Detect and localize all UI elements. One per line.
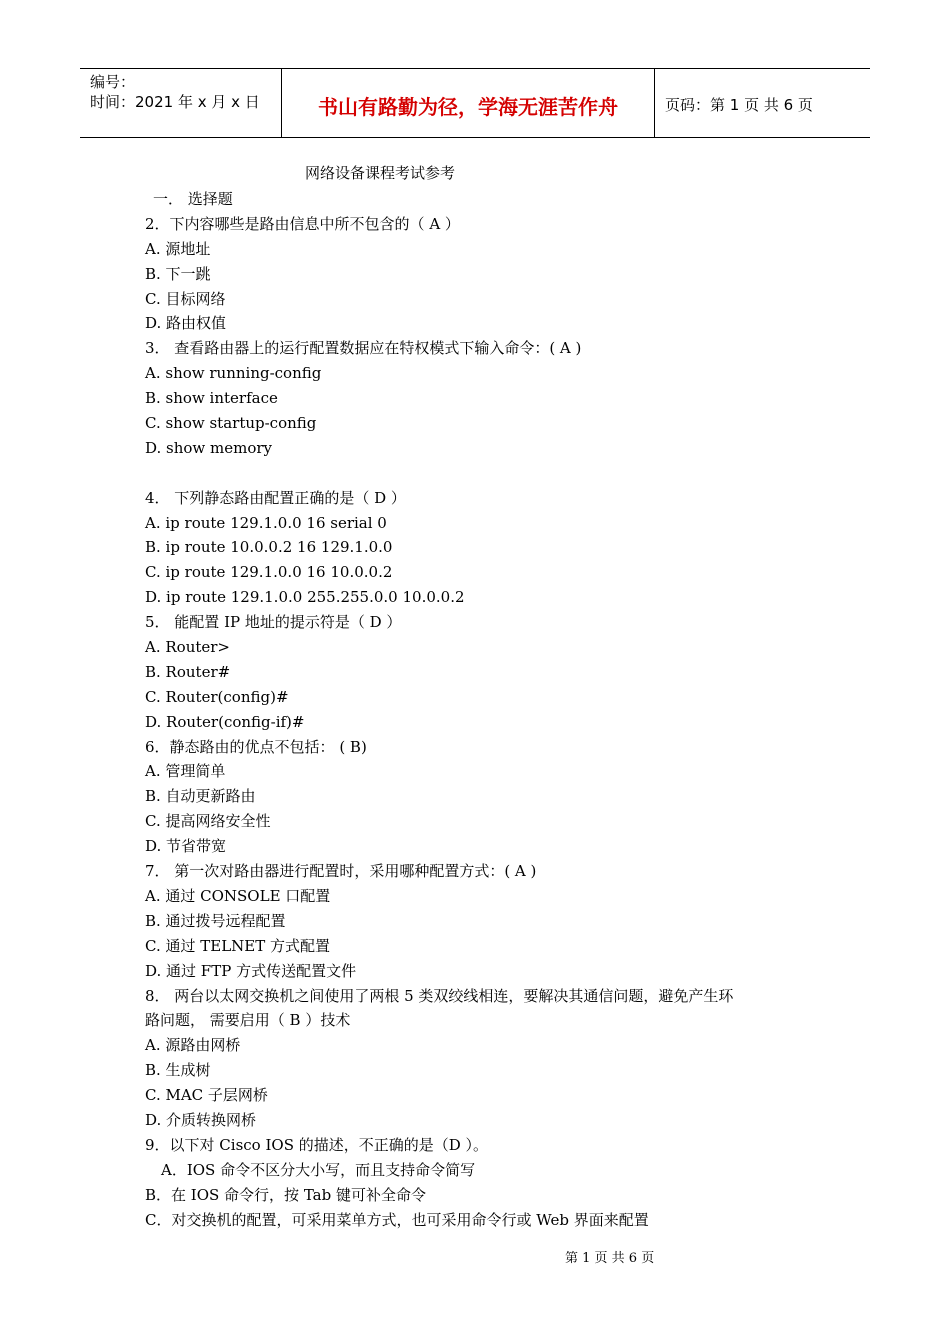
text-line: A．IOS 命令不区分大小写，而且支持命令简写	[161, 1160, 476, 1179]
text-line: A. 管理简单	[145, 762, 226, 781]
text-line: 5． 能配置 IP 地址的提示符是（ D ）	[145, 613, 402, 632]
text-line: 6．静态路由的优点不包括： ( B)	[145, 737, 367, 756]
question-list	[145, 187, 825, 1232]
text-line: C. 通过 TELNET 方式配置	[145, 936, 331, 955]
text-line: B. show interface	[145, 389, 278, 408]
document-title: 网络设备课程考试参考	[305, 164, 456, 182]
motto: 书山有路勤为径，学海无涯苦作舟	[282, 69, 655, 137]
text-line: 4． 下列静态路由配置正确的是（ D ）	[145, 488, 406, 507]
text-line: C. 目标网络	[145, 289, 226, 308]
text-line: 2．下内容哪些是路由信息中所不包含的（ A ）	[145, 214, 460, 233]
text-line: 路问题， 需要启用（ B ）技术	[145, 1011, 351, 1030]
page-footer: 第 1 页 共 6 页	[565, 1251, 655, 1266]
text-line: D. 通过 FTP 方式传送配置文件	[145, 961, 357, 980]
text-line: 7． 第一次对路由器进行配置时，采用哪种配置方式：( A )	[145, 862, 537, 881]
text-line: D. 路由权值	[145, 314, 227, 333]
text-line: B. ip route 10.0.0.2 16 129.1.0.0	[145, 538, 393, 557]
text-line: 9．以下对 Cisco IOS 的描述，不正确的是（D ）。	[145, 1135, 489, 1154]
text-line: B. 通过拨号远程配置	[145, 911, 286, 930]
text-line: B. 自动更新路由	[145, 787, 256, 806]
text-line: A. 源路由网桥	[145, 1036, 241, 1055]
text-line: A. ip route 129.1.0.0 16 serial 0	[145, 513, 387, 532]
header-info-cell	[80, 69, 282, 137]
text-line: C. Router(config)#	[145, 687, 289, 706]
blank-line	[145, 461, 825, 486]
text-line: B. 生成树	[145, 1061, 211, 1080]
text-line: B. Router#	[145, 662, 231, 681]
text-line: D. ip route 129.1.0.0 255.255.0.0 10.0.0.2	[145, 588, 465, 607]
text-line: A. 通过 CONSOLE 口配置	[145, 886, 331, 905]
text-line: C．对交换机的配置，可采用菜单方式，也可采用命令行或 Web 界面来配置	[145, 1210, 649, 1229]
text-line: D. 介质转换网桥	[145, 1110, 257, 1129]
text-line: A. Router>	[145, 638, 230, 657]
text-line: D. show memory	[145, 438, 273, 457]
text-line: 3． 查看路由器上的运行配置数据应在特权模式下输入命令：( A )	[145, 339, 582, 358]
time-label: 时间：2021 年 x 月 x 日	[90, 93, 260, 111]
text-line: A. show running-config	[145, 364, 322, 383]
text-line: C. ip route 129.1.0.0 16 10.0.0.2	[145, 563, 393, 582]
text-line: B．在 IOS 命令行，按 Tab 键可补全命令	[145, 1185, 426, 1204]
text-line: C. 提高网络安全性	[145, 812, 271, 831]
text-line: C. MAC 子层网桥	[145, 1086, 268, 1105]
page-header	[80, 68, 870, 138]
text-line: B. 下一跳	[145, 264, 211, 283]
text-line: D. Router(config-if)#	[145, 712, 305, 731]
text-line: 一． 选择题	[153, 190, 233, 208]
text-line: 8． 两台以太网交换机之间使用了两根 5 类双绞线相连，要解决其通信问题，避免产生环	[145, 986, 734, 1005]
text-line: A. 源地址	[145, 239, 211, 258]
number-label: 编号：	[90, 73, 136, 91]
text-line: C. show startup-config	[145, 414, 317, 433]
page-number-label: 页码：第 1 页 共 6 页	[665, 95, 813, 114]
text-line: D. 节省带宽	[145, 837, 227, 856]
